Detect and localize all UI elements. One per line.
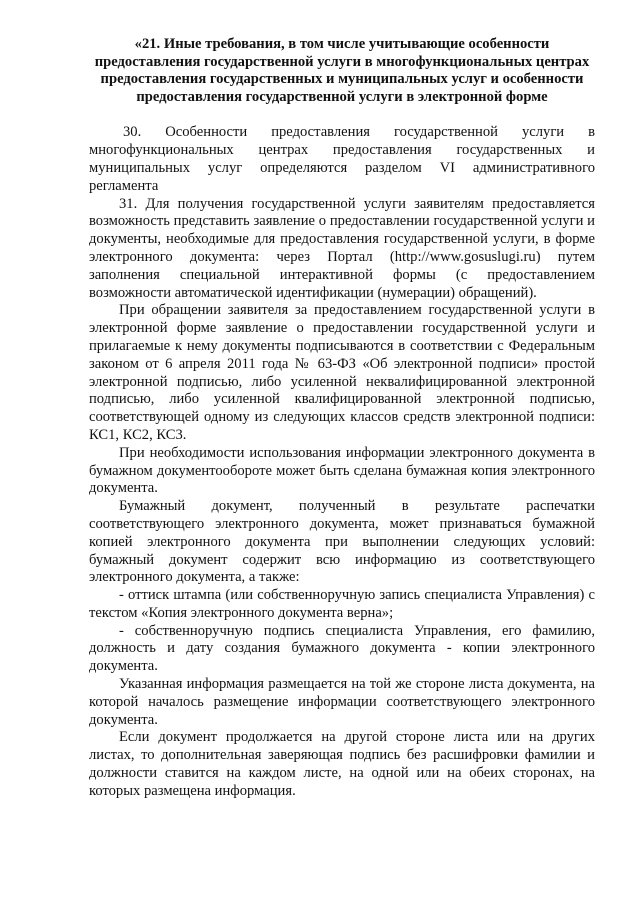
- paragraph-electronic-signature: При обращении заявителя за предоставлением государственной услуги в электронной форме заявление о предоставлении государственной услуги и прилагаемые к нему документы подписываются в соответствии с Федеральным законом от 6 апреля 2011 года № 63-ФЗ «Об электронной подписи» простой электронной подписью, либо усиленной неквалифицированной электронной подписью, либо усиленной квалифицированной электронной подписью, соответствующей одному из следующих классов средств электронной подписи: КС1, КС2, КС3.: [89, 302, 595, 443]
- paragraph-paper-copy: При необходимости использования информации электронного документа в бумажном документообороте может быть сделана бумажная копия электронного документа.: [89, 444, 595, 497]
- paragraph-31: 31. Для получения государственной услуги заявителям предоставляется возможность представить заявление о предоставлении государственной услуги и документы, необходимые для предоставления государственной услуги, в форме электронного документа: через Портал (http://www.gosuslugi.ru) путем заполнения специальной интерактивной формы (с предоставлением возможности автоматической идентификации (нумерации) обращений).: [89, 195, 595, 301]
- paragraph-continuation: Если документ продолжается на другой стороне листа или на других листах, то дополнительная заверяющая подпись без расшифровки фамилии и должности ставится на каждом листе, на одной или на обеих сторонах, на которых размещена информация.: [89, 729, 595, 799]
- paragraph-paper-document-conditions: Бумажный документ, полученный в результате распечатки соответствующего электронного документа, может признаваться бумажной копией электронного документа при выполнении следующих условий: бумажный документ содержит всю информацию из соответствующего электронного документа, а также:: [89, 498, 595, 586]
- list-item-stamp: - оттиск штампа (или собственноручную запись специалиста Управления) с текстом «Копия электронного документа верна»;: [89, 587, 595, 621]
- list-item-signature: - собственноручную подпись специалиста Управления, его фамилию, должность и дату создания бумажного документа - копии электронного документа.: [89, 622, 595, 675]
- paragraph-30: 30. Особенности предоставления государственной услуги в многофункциональных центрах предоставления государственных и муниципальных услуг определяются разделом VI административного регламента: [89, 124, 595, 194]
- paragraph-info-placement: Указанная информация размещается на той же стороне листа документа, на которой началось размещение информации соответствующего электронного документа.: [89, 676, 595, 728]
- document-page: [89, 36, 595, 801]
- section-heading: «21. Иные требования, в том числе учитывающие особенности предоставления государственной услуги в многофункциональных центрах предоставления государственных и муниципальных услуг и особенности предоставления государственной услуги в электронной форме: [94, 36, 590, 105]
